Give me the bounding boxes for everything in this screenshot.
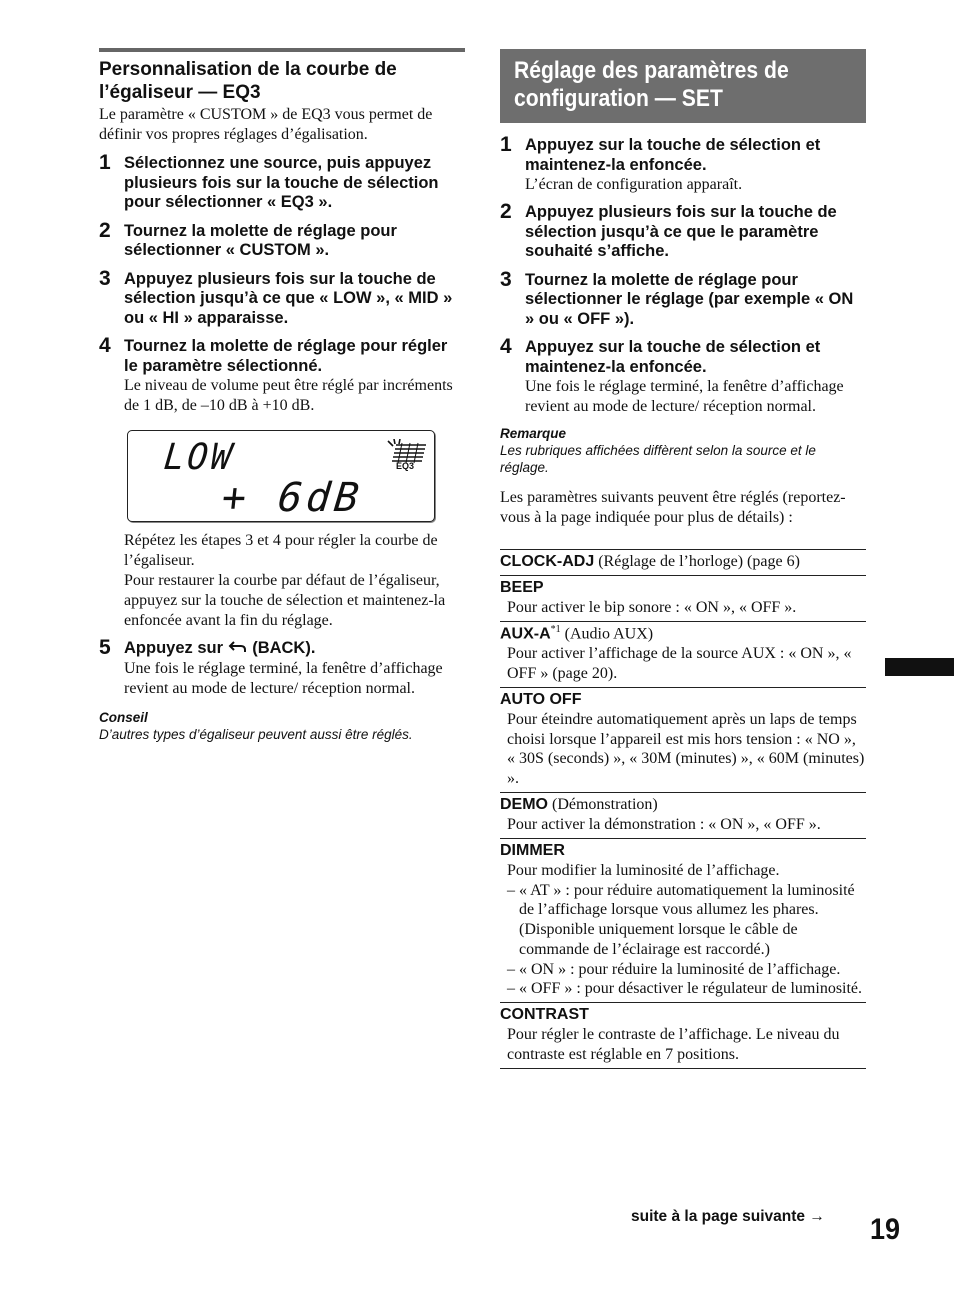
reset-note: Pour restaurer la courbe par défaut de l’égaliseur, appuyez sur la touche de sélection et maintenez-la enfoncée avant la fin du réglage. (124, 572, 446, 629)
dash-marker: – (507, 960, 515, 978)
dimmer-option-on (500, 960, 866, 980)
dimmer-option-at (500, 881, 866, 960)
setting-term: CONTRAST (500, 1006, 589, 1024)
step-text: Tournez la molette de réglage pour régler le paramètre sélectionné. (124, 337, 448, 375)
setting-auto-off (500, 687, 866, 792)
step5-suffix: (BACK). (247, 639, 316, 657)
section-rule (99, 48, 465, 52)
setting-term: AUTO OFF (500, 690, 582, 708)
set-title-line-1: Réglage des paramètres de (514, 57, 789, 84)
setting-def: Pour éteindre automatiquement après un laps de temps choisi lorsque l’appareil est mis hors tension : « NO », « 30S (seconds) », « 30M (minutes) », « 60M (minutes) ». (507, 710, 865, 788)
remark-box (500, 425, 866, 476)
set-title-line-2: configuration — SET (514, 85, 723, 112)
repeat-note: Répétez les étapes 3 et 4 pour régler la courbe de l’égaliseur. (124, 532, 438, 569)
step-number: 2 (500, 200, 512, 223)
footnote-marker: *1 (550, 623, 561, 635)
tip-text: D’autres types d’égaliseur peuvent aussi être réglés. (99, 726, 413, 742)
setting-def: Pour régler le contraste de l’affichage. Le niveau du contraste est réglable en 7 positions. (507, 1026, 840, 1064)
step-number: 3 (99, 266, 111, 290)
step-text: Tournez la molette de réglage pour sélectionner le réglage (par exemple « ON » ou « OFF »). (525, 270, 854, 328)
setting-term: BEEP (500, 579, 544, 596)
step-number: 5 (99, 636, 111, 659)
step-detail: Une fois le réglage terminé, la fenêtre d’affichage revient au mode de lecture/ réception normal. (124, 659, 443, 697)
step-number: 4 (99, 334, 111, 357)
step-text: Sélectionnez une source, puis appuyez plusieurs fois sur la touche de sélection pour sélectionner « EQ3 ». (124, 154, 439, 211)
eq3-intro: Le paramètre « CUSTOM » de EQ3 vous permet de définir vos propres réglages d’égalisation. (99, 106, 433, 143)
setting-def: Pour modifier la luminosité de l’affichage. (507, 861, 780, 879)
set-step-4 (500, 335, 866, 417)
continue-note (631, 1208, 825, 1226)
set-step-2 (500, 200, 866, 262)
step-text: Appuyez sur la touche de sélection et maintenez-la enfoncée. (525, 136, 821, 174)
setting-beep (500, 575, 866, 621)
right-column (500, 49, 866, 1069)
left-column (99, 48, 465, 743)
step-number: 2 (99, 218, 111, 242)
remark-text: Les rubriques affichées diffèrent selon la source et le réglage. (500, 443, 816, 475)
dash-marker: – (507, 980, 515, 998)
set-step-3 (500, 267, 866, 330)
step-detail: Le niveau de volume peut être réglé par incréments de 1 dB, de –10 dB à +10 dB. (124, 377, 453, 414)
setting-term: CLOCK-ADJ (500, 553, 595, 570)
eq3-step-2 (99, 218, 465, 261)
step-text: Tournez la molette de réglage pour sélectionner « CUSTOM ». (124, 221, 397, 259)
option-text: « AT » : pour réduire automatiquement la luminosité de l’affichage lorsque vous allumez les phares. (Disponible uniquement lorsque le câble de commande de l’éclairage est raccordé.) (519, 881, 855, 958)
settings-lead: Les paramètres suivants peuvent être réglés (reportez-vous à la page indiquée pour plus de détails) : (500, 489, 846, 526)
after-display-notes (99, 531, 465, 631)
step-text (124, 639, 465, 659)
section-thumb-tab (885, 658, 954, 676)
setting-term: AUX-A (500, 625, 551, 643)
setting-desc: (Démonstration) (548, 795, 658, 813)
eq3-step-4 (99, 334, 465, 416)
eq3-step-1 (99, 151, 465, 213)
step-detail: Une fois le réglage terminé, la fenêtre d’affichage revient au mode de lecture/ réception normal. (525, 378, 844, 415)
step-text: Appuyez plusieurs fois sur la touche de sélection jusqu’à ce que « LOW », « MID » ou « HI » apparaisse. (124, 269, 453, 327)
setting-term: DIMMER (500, 841, 565, 859)
setting-desc: (Audio AUX) (560, 625, 654, 643)
step-number: 1 (500, 133, 512, 156)
setting-term: DEMO (500, 795, 548, 813)
dimmer-option-off (500, 979, 866, 999)
setting-dimmer (500, 838, 866, 1003)
step-number: 4 (500, 335, 512, 358)
lcd-line-2: + 6dB (219, 475, 365, 521)
step5-prefix: Appuyez sur (124, 639, 228, 657)
step-text: Appuyez plusieurs fois sur la touche de sélection jusqu’à ce que le paramètre souhaité s’affiche. (525, 203, 837, 260)
continue-text: suite à la page suivante (631, 1208, 806, 1225)
option-text: « ON » : pour réduire la luminosité de l’affichage. (519, 960, 841, 978)
setting-def: Pour activer la démonstration : « ON », « OFF ». (507, 815, 821, 833)
page-number: 19 (870, 1213, 901, 1246)
setting-aux-a (500, 621, 866, 687)
remark-heading: Remarque (500, 426, 567, 441)
settings-table (500, 549, 866, 1069)
setting-demo (500, 792, 866, 838)
option-text: « OFF » : pour désactiver le régulateur de luminosité. (519, 980, 863, 998)
tip-box (99, 709, 465, 743)
step-text: Appuyez sur la touche de sélection et maintenez-la enfoncée. (525, 338, 821, 376)
eq3-step-3 (99, 266, 465, 329)
dash-marker: – (507, 881, 515, 899)
tip-heading: Conseil (99, 709, 148, 725)
setting-def: Pour activer l’affichage de la source AUX : « ON », « OFF » (page 20). (507, 645, 852, 682)
step-number: 3 (500, 267, 512, 291)
eq3-label: EQ3 (396, 461, 415, 471)
lcd-display-illustration (127, 430, 435, 522)
setting-contrast (500, 1002, 866, 1069)
step-detail: L’écran de configuration apparaît. (525, 176, 743, 193)
setting-desc: (Réglage de l’horloge) (page 6) (594, 553, 800, 570)
setting-def: Pour activer le bip sonore : « ON », « OFF ». (507, 599, 797, 616)
setting-clock-adj (500, 549, 866, 575)
set-step-1 (500, 133, 866, 195)
continue-arrow-icon: → (809, 1208, 825, 1225)
eq3-section-title: Personnalisation de la courbe de l’égaliseur — EQ3 (99, 59, 397, 103)
lcd-line-1: LOW (161, 437, 237, 478)
eq3-step-5 (99, 636, 465, 699)
step-number: 1 (99, 151, 111, 174)
back-arrow-icon (228, 640, 248, 654)
set-section-banner (500, 49, 866, 123)
